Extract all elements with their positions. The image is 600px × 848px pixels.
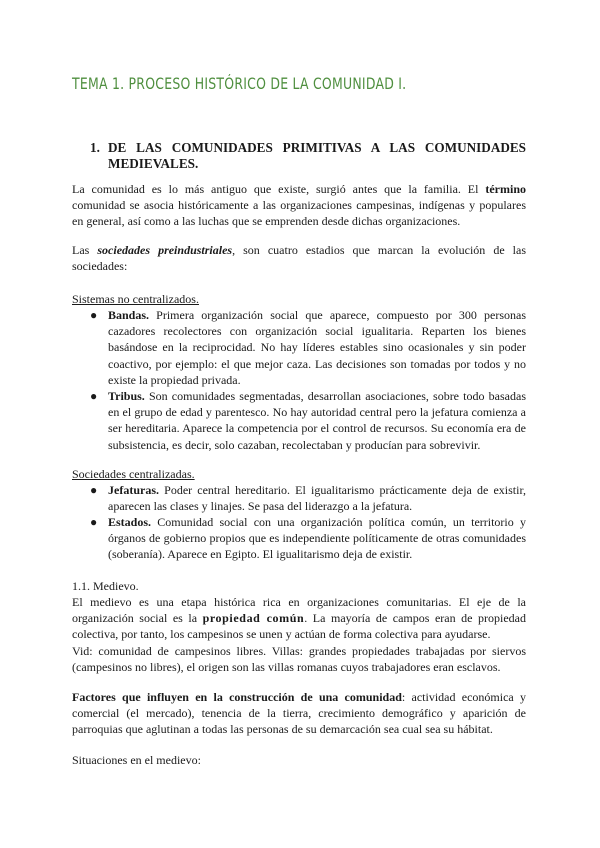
bullet-icon: ● (90, 483, 98, 497)
list-item-term: Estados. (108, 515, 152, 529)
bullet-icon: ● (90, 308, 98, 322)
list-item: ● Estados. Comunidad social con una organización política común, un territorio y órganos de gobierno propios que es independiente políticamente de otras comunidades (soberanía). Aparece en Egipto. El igualitarismo deja de existir. (90, 515, 526, 562)
list-item: ● Tribus. Son comunidades segmentadas, desarrollan asociaciones, sobre todo basadas en el grupo de edad y parentesco. No hay autoridad central pero la jefatura comienza a ser hereditaria. Aparece la competencia por el control de recursos. Su economía era de subsistencia, es decir, solo cazaban, recolectaban y producían para sobrevivir. (90, 389, 526, 452)
section-heading-text: DE LAS COMUNIDADES PRIMITIVAS A LAS COMUNIDADES MEDIEVALES. (108, 140, 526, 171)
page-title: TEMA 1. PROCESO HISTÓRICO DE LA COMUNIDAD I. (72, 74, 407, 93)
section-heading (90, 140, 526, 172)
vid-paragraph: Vid: comunidad de campesinos libres. Villas: grandes propiedades trabajadas por siervos (campesinos no libres), el origen son las villas romanas cuyos trabajadores eran esclavos. (72, 644, 526, 675)
preindustrial-paragraph: Las sociedades preindustriales, son cuatro estadios que marcan la evolución de las sociedades: (72, 243, 527, 274)
bold-term: sociedades preindustriales (97, 243, 233, 257)
intro-paragraph: La comunidad es lo más antiguo que existe, surgió antes que la familia. El término comunidad se asocia históricamente a las organizaciones campesinas, indígenas y populares en general, así como a las luchas que se emprenden desde dichas organizaciones. (72, 182, 526, 229)
bold-term: propiedad común (202, 611, 305, 626)
subheading-no-centralizados: Sistemas no centralizados. (72, 292, 199, 306)
medievo-paragraph: El medievo es una etapa histórica rica en organizaciones comunitarias. El eje de la organización social es la propiedad común. La mayoría de campos eran de propiedad colectiva, por tanto, los campesinos se unen y actúan de forma colectiva para ayudarse. (72, 595, 526, 642)
subheading-centralizadas: Sociedades centralizadas. (72, 467, 195, 481)
subsection-heading: 1.1. Medievo. (72, 579, 139, 593)
bullet-icon: ● (90, 515, 98, 529)
section-number: 1. (90, 140, 100, 155)
situaciones-line: Situaciones en el medievo: (72, 753, 201, 767)
list-item: ● Bandas. Primera organización social que aparece, compuesto por 300 personas cazadores recolectores con organización social igualitaria. Reparten los bienes basándose en la reciprocidad. No hay líderes estables sino ocasionales y sin poder coactivo, por ejemplo: el que mejor caza. Las decisiones son tomadas por todos y no existe la propiedad privada. (90, 308, 526, 387)
bold-term: término (485, 182, 526, 196)
list-item-term: Bandas. (108, 308, 150, 322)
factores-paragraph: Factores que influyen en la construcción de una comunidad: actividad económica y comercial (el mercado), tenencia de la tierra, crecimiento demográfico y aparición de parroquias que aglutinan a todas las personas de su demarcación sea cual sea su hábitat. (72, 690, 526, 737)
bullet-icon: ● (90, 389, 98, 403)
list-item-term: Jefaturas. (108, 483, 159, 497)
list-item-term: Tribus. (108, 389, 145, 403)
bold-term: Factores que influyen en la construcción de una comunidad (72, 690, 402, 704)
list-item: ● Jefaturas. Poder central hereditario. El igualitarismo prácticamente deja de existir, aparecen las clases y linajes. Se pasa del liderazgo a la jefatura. (90, 483, 526, 514)
